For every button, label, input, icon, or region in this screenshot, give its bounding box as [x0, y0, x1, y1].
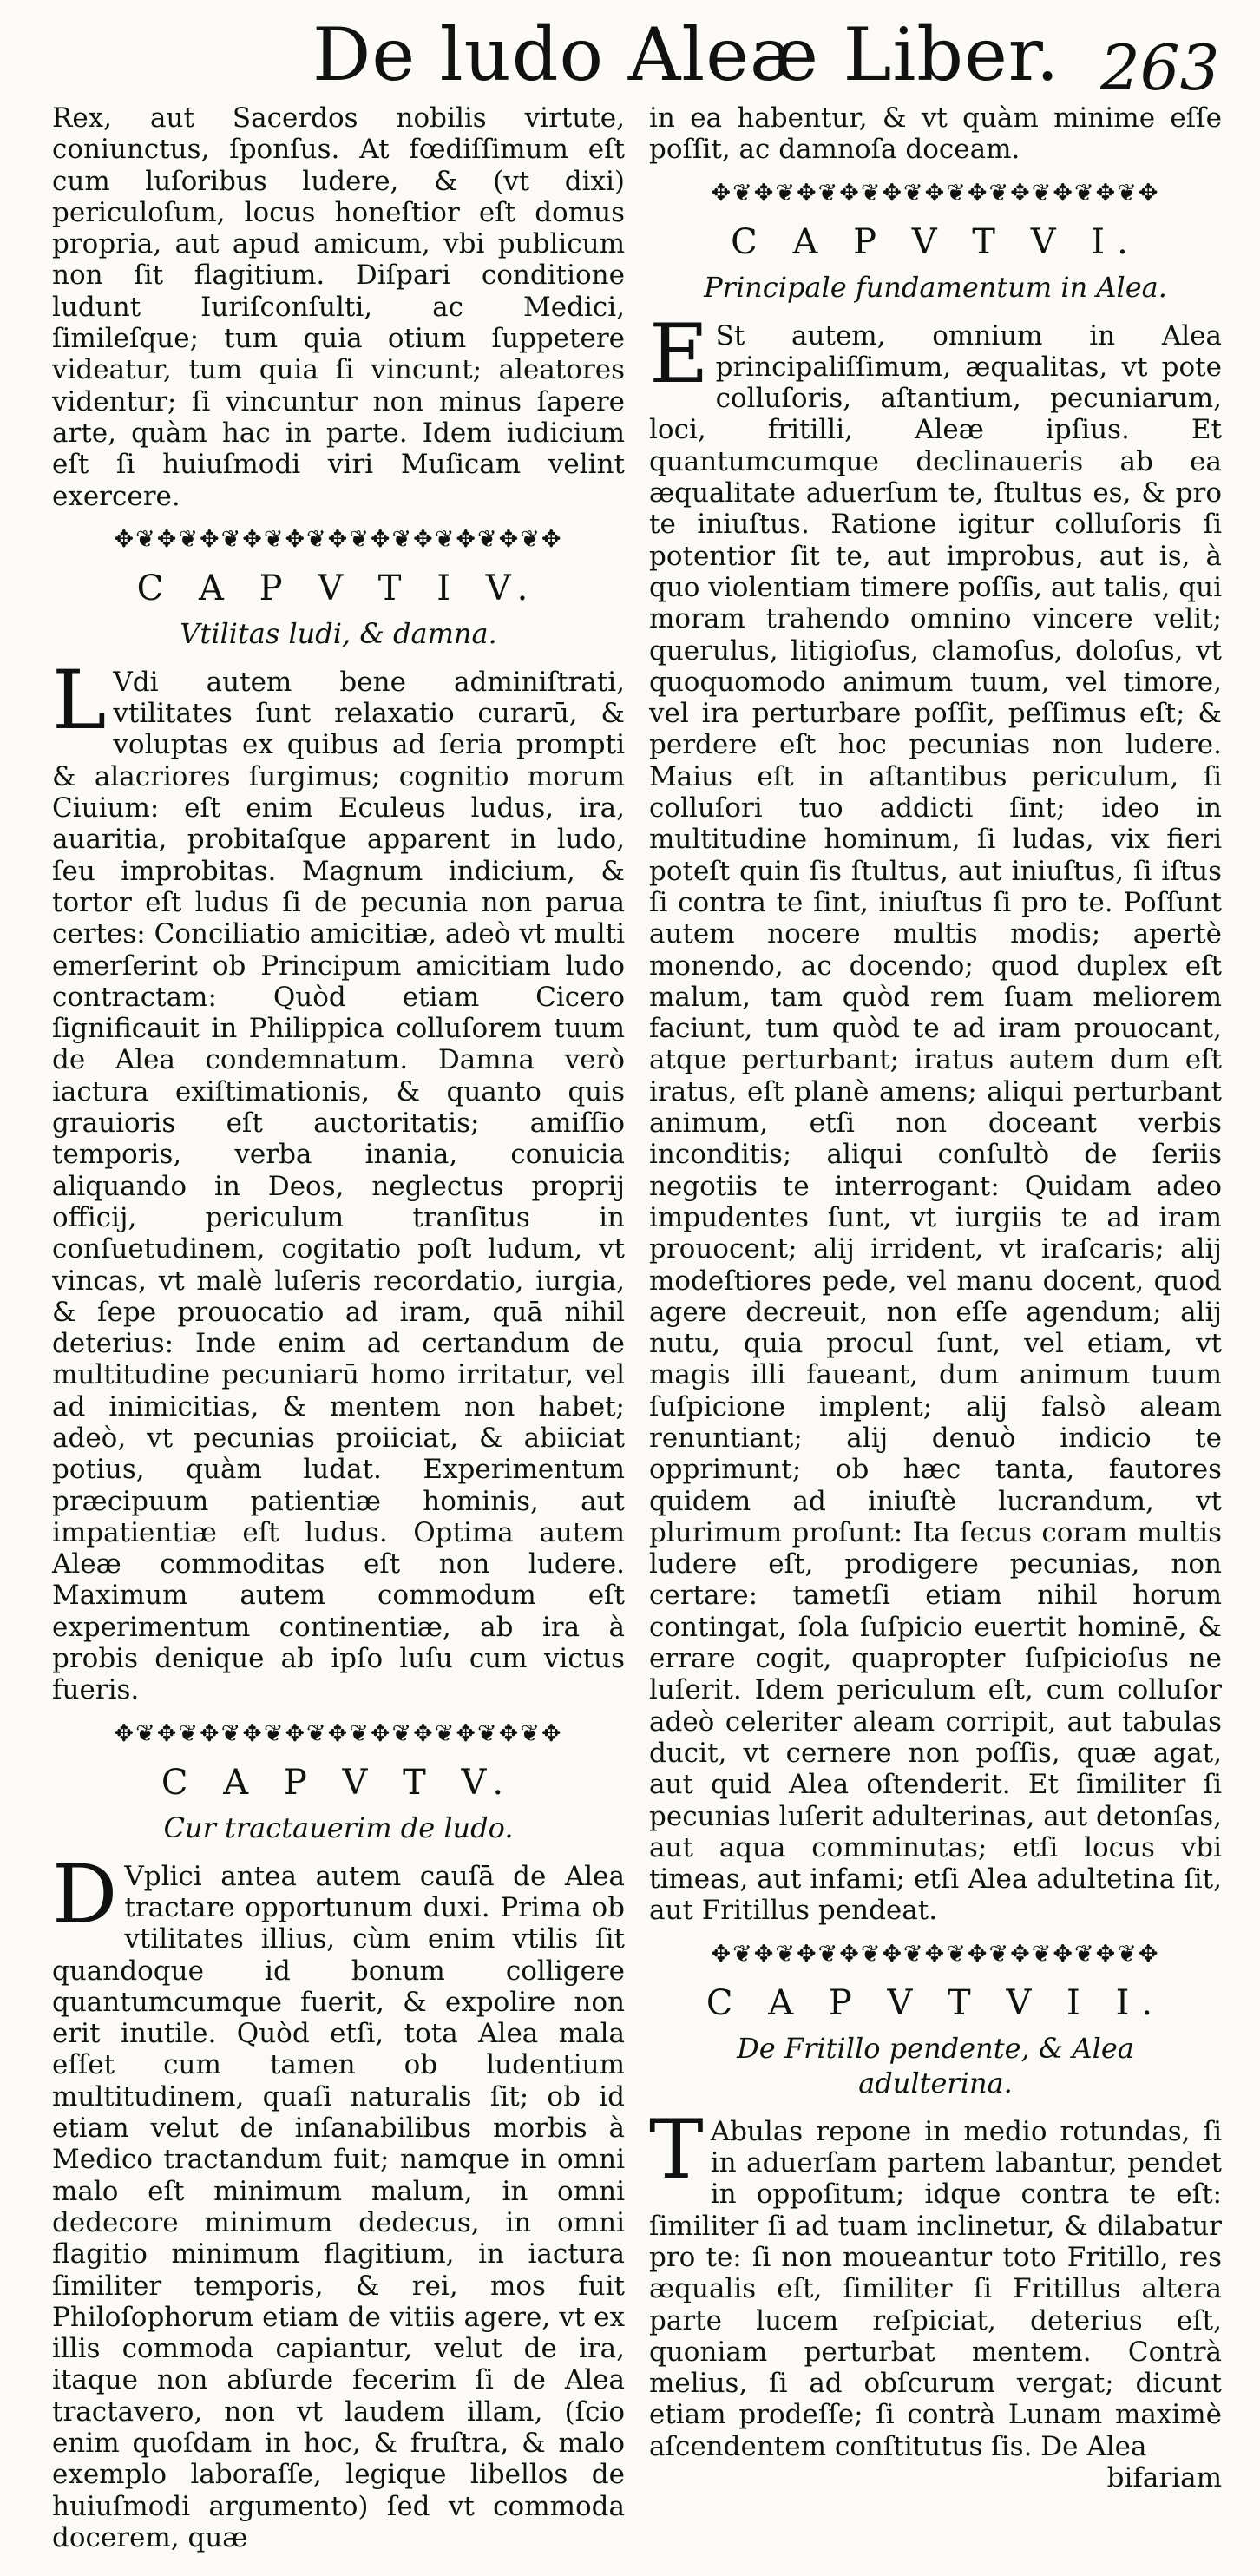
page-header	[0, 0, 1260, 102]
chapter-5-text: Vplici antea autem cauſā de Alea tractare opportunum duxi. Prima ob vtilitates illius, cùm enim vtilis ſit quandoque id bonum colligere quantumcumque fuerit, & expolire non erit inutile. Quòd etſi, tota Alea mala eſſet cum tamen ob ludentium multitudinem, quaſi naturalis ſit; ob id etiam velut de inſanabilibus morbis à Medico tractandum fuit; namque in omni malo eſt minimum malum, in omni dedecore minimum dedecus, in omni flagitio minimum flagitium, in iactura ſimiliter temporis, & rei, mos fuit Philoſophorum etiam de vitiis agere, vt ex illis commoda capiantur, velut de ira, itaque non abſurde fecerim ſi de Alea tractavero, non vt laudem illam, (ſcio enim quoſdam in hoc, & fruſtra, & malo exemplo laboraſſe, legique libellos de huiuſmodi argumento) ſed vt commoda docerem, quæ	[52, 1860, 625, 2553]
ornament-divider: ✥❦✥❦✥❦✥❦✥❦✥❦✥❦✥❦✥❦✥❦✥	[711, 179, 1160, 207]
continued-paragraph: in ea habentur, & vt quàm minime eſſe poſſit, ac damnoſa doceam.	[649, 102, 1222, 166]
chapter-7-text: Abulas repone in medio rotundas, ſi in aduerſam partem labantur, pendet in oppoſitum; idque contra te eſt: ſimiliter ſi ad tuam inclinetur, & dilabatur pro te: ſi non moueantur toto Fritillo, res æqualis eſt, ſimiliter ſi Fritillus altera parte lucem reſpiciat, deterius eſt, quoniam perturbat mentem. Contrà melius, ſi ad obſcurum vergat; dicunt etiam prodeſſe; ſi contrà Lunam maximè aſcendentem conſtitutus ſis. De Alea	[649, 2115, 1222, 2462]
chapter-4-text: Vdi autem bene adminiſtrati, vtilitates ſunt relaxatio curarū, & voluptas ex quibus ad ſeria prompti & alacriores ſurgimus; cognitio morum Ciuium: eſt enim Eculeus ludus, ira, auaritia, probitaſque apparent in ludo, ſeu improbitas. Magnum indicium, & tortor eſt ludus ſi de pecunia non parua certes: Conciliatio amicitiæ, adeò vt multi emerſerint ob Principum amicitiam ludo contractam: Quòd etiam Cicero ſignificauit in Philippica colluſorem tuum de Alea condemnatum. Damna verò iactura exiſtimationis, & quanto quis grauioris eſt auctoritatis; amiſſio temporis, verba inania, conuicia aliquando in Deos, neglectus proprij officij, periculum tranſitus in conſuetudinem, cogitatio poſt ludum, vt vincas, vt malè luſeris recordatio, iurgia, & ſepe prouocatio ad iram, quā nihil deterius: Inde enim ad certandum de multitudine pecuniarū homo irritatur, vel ad inimicitias, & mentem non habet; adeò, vt pecunias proiiciat, & abiiciat potius, quàm ludat. Experimentum præcipuum patientiæ hominis, aut impatientiæ eſt ludus. Optima autem Aleæ commoditas eſt non ludere. Maximum autem commodum eſt experimentum continentiæ, ab ira à probis denique ab ipſo luſu cum victus fueris.	[52, 666, 625, 1706]
chapter-5-dropcap: D	[52, 1847, 118, 1942]
chapter-7-subtitle	[649, 2031, 1222, 2100]
ornament-divider: ✥❦✥❦✥❦✥❦✥❦✥❦✥❦✥❦✥❦✥❦✥	[114, 1719, 563, 1747]
chapter-6-subtitle: Principale fundamentum in Alea.	[704, 270, 1167, 304]
chapter-4-title: C A P V T I V.	[136, 568, 541, 608]
ornament-divider: ✥❦✥❦✥❦✥❦✥❦✥❦✥❦✥❦✥❦✥❦✥	[711, 1940, 1160, 1968]
chapter-7-subtitle-line-1: De Fritillo pendente, & Alea	[737, 2031, 1134, 2065]
right-column	[649, 102, 1222, 2494]
chapter-6-title: C A P V T V I.	[731, 221, 1140, 262]
chapter-5-title: C A P V T V.	[161, 1762, 516, 1803]
chapter-6-text: St autem, omnium in Alea principaliſſimum, æqualitas, vt pote colluſoris, aſtantium, pecuniarum, loci, fritilli, Aleæ ipſius. Et quantumcumque declinaueris ab ea æqualitate aduerſum te, ſtultus es, & pro te iniuſtus. Ratione igitur colluſoris ſi potentior ſit te, aut improbus, aut is, à quo violentiam timere poſſis, aut talis, qui moram trahendo omnino vincere velit; querulus, litigioſus, clamoſus, doloſus, vt quoquomodo animum tuum, vel timore, vel ira perturbare poſſit, peſſimus eſt; & perdere eſt hoc pecunias non ludere. Maius eſt in aſtantibus periculum, ſi colluſori tuo addicti ſint; ideo in multitudine hominum, ſi ludas, vix fieri poteſt quin ſis ſtultus, aut iniuſtus, ſi iſtus ſi contra te ſint, iniuſtus ſi pro te. Poſſunt autem nocere multis modis; apertè monendo, ac docendo; quod duplex eſt malum, tam quòd rem ſuam meliorem faciunt, tum quòd te ad iram prouocant, atque perturbant; iratus autem dum eſt iratus, eſt planè amens; aliqui perturbant animum, etſi non doceant verbis inconditis; aliqui conſultò de ſeriis negotiis te interrogant: Quidam adeo impudentes ſunt, vt iurgiis te ad iram prouocent; alij irrident, vt iraſcaris; alij modeſtiores pede, vel manu docent, quod agere decreuit, non eſſe agendum; alij nutu, quia procul ſunt, vel etiam, vt magis illi faueant, dum animum tuum ſuſpicione implent; alij falsò aleam renuntiant; alij denuò indicio te opprimunt; ob hæc tanta, fautores quidem ad iniuſtè lucrandum, vt plurimum proſunt: Ita ſecus coram multis ludere eſt, prodigere pecunias, non certare: tametſi etiam nihil horum contingat, ſola ſuſpicio euertit hominē, & errare cogit, quapropter ſuſpicioſus ne luſerit. Idem periculum eſt, cum colluſor adeò celeriter aleam corripit, aut tabulas ducit, vt cernere non poſſis, quæ agat, aut quid Alea oſtenderit. Et ſimiliter ſi pecunias luſerit adulterinas, aut detonſas, aut aqua comminutas; etſi locus vbi timeas, aut infami; etſi Alea adultetina ſit, aut Fritillus pendeat.	[649, 319, 1222, 1927]
chapter-6-paragraph	[649, 306, 1222, 1927]
left-column	[52, 102, 625, 2553]
running-title: De ludo Aleæ Liber.	[312, 12, 1060, 97]
catchword: bifariam	[1106, 2462, 1222, 2494]
chapter-4-dropcap: L	[52, 653, 107, 748]
page-number: 263	[1100, 31, 1220, 104]
chapter-7-title: C A P V T V I I.	[705, 1982, 1165, 2023]
chapter-7-subtitle-line-2: adulterina.	[858, 2066, 1013, 2100]
ornament-divider: ✥❦✥❦✥❦✥❦✥❦✥❦✥❦✥❦✥❦✥❦✥	[114, 525, 563, 553]
chapter-6-dropcap: E	[649, 306, 709, 402]
chapter-4-subtitle: Vtilitas ludi, & damna.	[180, 616, 497, 650]
chapter-5-subtitle: Cur tractauerim de ludo.	[163, 1810, 514, 1844]
intro-paragraph: Rex, aut Sacerdos nobilis virtute, coniunctus, ſponſus. At fœdiſſimum eſt cum luſoribus ludere, & (vt dixi) periculoſum, locus honeſtior eſt domus propria, aut apud amicum, vbi publicum non ſit flagitium. Diſpari conditione ludunt Iuriſconſulti, ac Medici, ſimileſque; tum quia otium ſuppetere videatur, tum quia ſi vincunt; aleatores videntur; ſi vincuntur non minus ſapere arte, quàm hac in parte. Idem iudicium eſt ſi huiuſmodi viri Muſicam velint exercere.	[52, 102, 625, 512]
chapter-7-dropcap: T	[649, 2102, 704, 2198]
chapter-7-paragraph	[649, 2102, 1222, 2462]
chapter-4-paragraph	[52, 653, 625, 1706]
chapter-5-paragraph	[52, 1847, 625, 2554]
